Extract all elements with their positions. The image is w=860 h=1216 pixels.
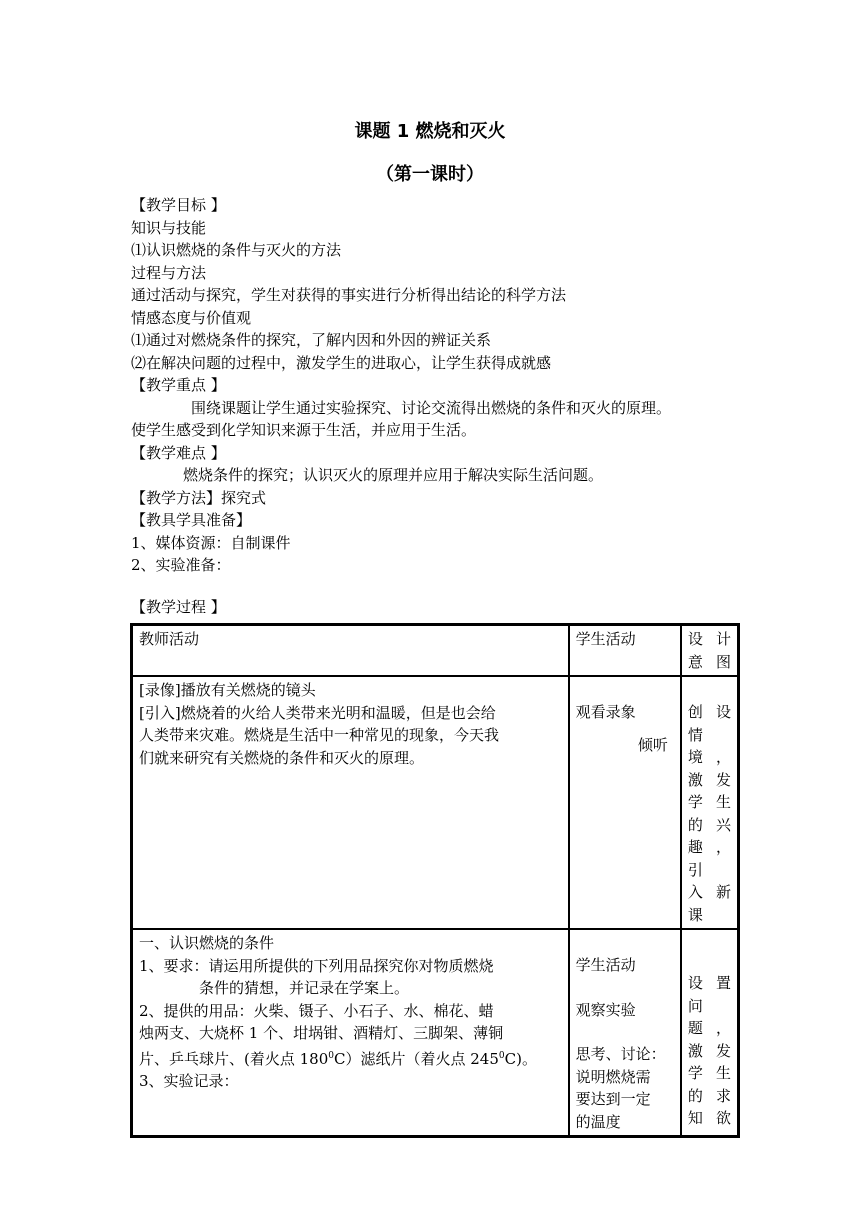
row2-design-line: 的求: [687, 1086, 731, 1105]
row2-teacher-line-6a: 片、乒乓球片、(着火点 180: [139, 1049, 329, 1068]
row2-teacher-line-7: 3、实验记录：: [139, 1072, 239, 1090]
row1-design-list: [688, 701, 731, 926]
row1-teacher-line-2: [引入]燃烧着的火给人类带来光明和温暖，但是也会给: [139, 703, 496, 722]
header-design-label: 设计意图: [687, 630, 731, 671]
knowledge-heading: 知识与技能: [131, 218, 207, 237]
row2-design-line: 激发: [687, 1041, 731, 1060]
difficulties-heading: 【教学难点 】: [131, 443, 226, 462]
knowledge-item: ⑴认识燃烧的条件与灭火的方法: [131, 241, 342, 259]
table-row: [132, 676, 738, 929]
key-points-line-2: 使学生感受到化学知识来源于生活，并应用于生活。: [131, 421, 477, 439]
row2-design-list: [688, 972, 731, 1130]
emotion-item-1: ⑴通过对燃烧条件的探究，了解内因和外因的辨证关系: [131, 331, 492, 349]
row2-student-line-3: 思考、讨论：: [575, 1045, 666, 1063]
row2-teacher-line-6c: C)。: [504, 1049, 537, 1068]
row2-student-line-2: 观察实验: [575, 1000, 636, 1019]
row1-design-line: 激发: [687, 770, 731, 789]
row1-design-line: 趣，引: [687, 838, 731, 879]
header-teacher: [132, 625, 569, 676]
row1-design-line: 情境，: [687, 725, 731, 766]
row1-design-line: 创设: [687, 703, 731, 721]
process-method-item: 通过活动与探究，学生对获得的事实进行分析得出结论的科学方法: [131, 286, 567, 304]
row1-teacher-line-1: [录像]播放有关燃烧的镜头: [139, 681, 316, 699]
objectives-heading: 【教学目标 】: [131, 196, 226, 214]
row2-teacher-line-2: 1、要求：请运用所提供的下列用品探究你对物质燃烧: [139, 956, 494, 975]
row1-design-line: 入新: [687, 883, 731, 901]
materials-item-1: 1、媒体资源：自制课件: [131, 533, 291, 552]
degree-mark: 0: [328, 1050, 334, 1061]
row2-student-line-1: 学生活动: [575, 956, 636, 974]
header-teacher-label: 教师活动: [139, 630, 200, 648]
row1-design-line: 学生: [687, 793, 731, 811]
row2-student-line-4: 说明燃烧需: [575, 1067, 651, 1086]
header-design: [681, 625, 738, 676]
teaching-process-table: [130, 623, 740, 1138]
process-heading: 【教学过程 】: [131, 598, 226, 616]
materials-heading: 【教具学具准备】: [131, 511, 252, 529]
page-title: 课题 1 燃烧和灭火: [354, 121, 506, 142]
emotion-heading: 情感态度与价值观: [131, 308, 252, 327]
key-points-heading: 【教学重点 】: [131, 376, 226, 394]
row2-teacher-line-1: 一、认识燃烧的条件: [139, 934, 275, 952]
emotion-item-2: ⑵在解决问题的过程中，激发学生的进取心，让学生获得成就感: [131, 353, 552, 372]
row2-design-line: 设置: [687, 974, 731, 992]
process-method-heading: 过程与方法: [131, 263, 207, 282]
lesson-plan-body: [131, 194, 771, 577]
row1-student-line-1: 观看录象: [575, 703, 636, 721]
row1-teacher: [132, 676, 569, 929]
method-line: 【教学方法】探究式: [131, 488, 267, 507]
row2-design-line: 学生: [687, 1064, 731, 1082]
row2-teacher-line-4: 2、提供的用品：火柴、镊子、小石子、水、棉花、蜡: [139, 1001, 494, 1020]
difficulties-line-1: 燃烧条件的探究；认识灭火的原理并应用于解决实际生活问题。: [183, 466, 604, 484]
row1-design: [681, 676, 738, 929]
row1-student-line-2: 倾听: [637, 735, 668, 754]
row2-teacher-line-6b: C）滤纸片（着火点 245: [334, 1049, 499, 1068]
row2-teacher-line-3: 条件的猜想，并记录在学案上。: [199, 979, 410, 997]
degree-mark: 0: [498, 1050, 505, 1061]
table-header-row: [132, 625, 738, 676]
header-student-label: 学生活动: [575, 630, 636, 648]
table-row: [132, 929, 738, 1136]
row2-teacher-line-6: [139, 1045, 562, 1071]
row2-teacher: [132, 929, 569, 1136]
row1-design-line: 课: [687, 905, 703, 924]
row1-teacher-line-4: 们就来研究有关燃烧的条件和灭火的原理。: [139, 748, 425, 767]
header-student: [569, 625, 681, 676]
page-subtitle: （第一课时）: [376, 164, 484, 185]
materials-item-2: 2、实验准备：: [131, 556, 231, 574]
row2-student-line-5: 要达到一定: [575, 1090, 651, 1108]
row2-teacher-line-5: 烛两支、大烧杯 1 个、坩埚钳、酒精灯、三脚架、薄铜: [139, 1024, 504, 1042]
row2-design: [681, 929, 738, 1136]
row1-design-line: 的兴: [687, 815, 731, 834]
row2-design-line: 问题，: [687, 996, 731, 1037]
row2-student-line-6: 的温度: [575, 1112, 621, 1131]
row1-teacher-line-3: 人类带来灾难。燃烧是生活中一种常见的现象，今天我: [139, 726, 500, 744]
key-points-line-1: 围绕课题让学生通过实验探究、讨论交流得出燃烧的条件和灭火的原理。: [191, 398, 672, 417]
row2-student: [569, 929, 681, 1136]
row1-student: [569, 676, 681, 929]
row2-design-line: 知欲: [687, 1109, 731, 1127]
